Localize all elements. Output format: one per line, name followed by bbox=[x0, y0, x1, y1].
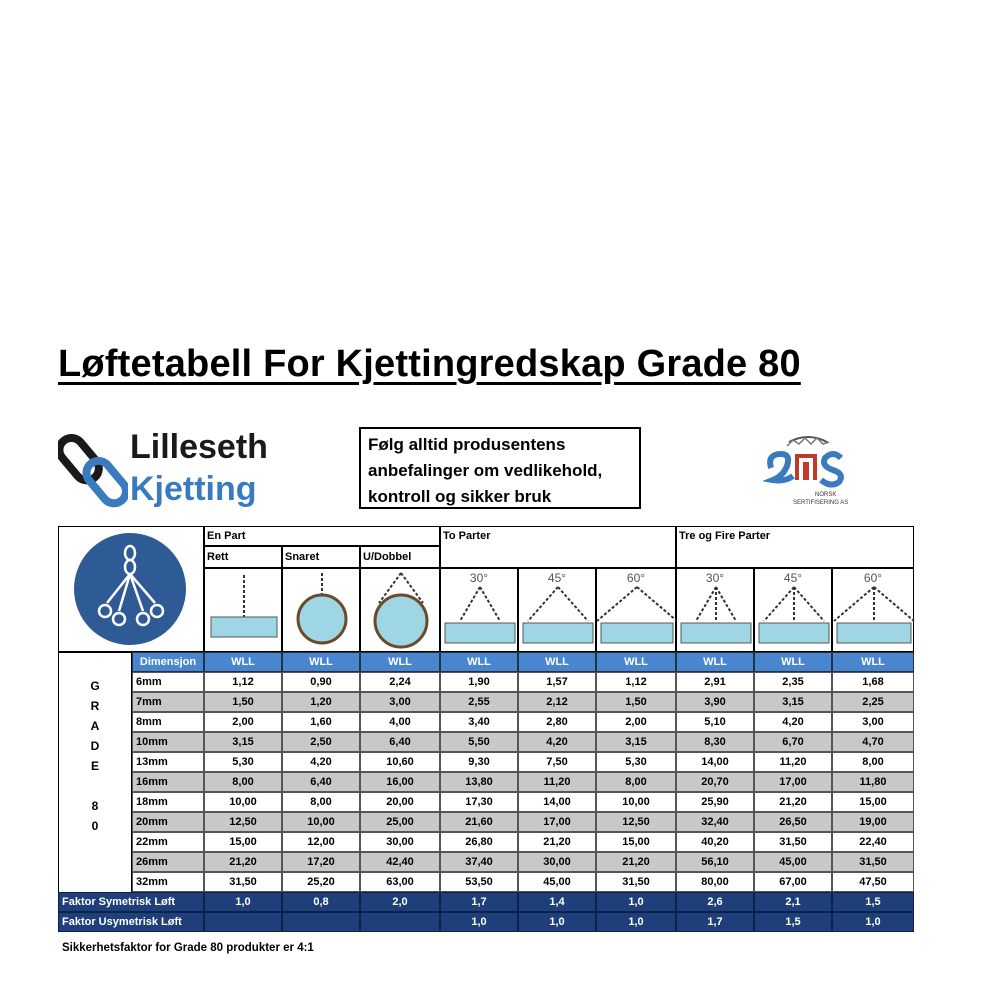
wll-value-cell: 25,20 bbox=[282, 872, 360, 892]
diagram-straight bbox=[204, 568, 282, 652]
diagram-choked bbox=[282, 568, 360, 652]
svg-text:NORSK: NORSK bbox=[815, 492, 837, 498]
wll-value-cell: 19,00 bbox=[832, 812, 914, 832]
wll-value-cell: 9,30 bbox=[440, 752, 518, 772]
footnote: Sikkerhetsfaktor for Grade 80 produkter er 4:1 bbox=[62, 942, 314, 954]
factor-symmetric-value: 2,1 bbox=[754, 892, 832, 912]
dimension-cell: 6mm bbox=[132, 672, 204, 692]
logo-line1: Lilleseth bbox=[130, 428, 268, 466]
wll-value-cell: 2,00 bbox=[204, 712, 282, 732]
wll-value-cell: 2,00 bbox=[596, 712, 676, 732]
wll-value-cell: 21,20 bbox=[518, 832, 596, 852]
wll-value-cell: 4,20 bbox=[518, 732, 596, 752]
wll-value-cell: 17,00 bbox=[518, 812, 596, 832]
factor-asymmetric-value: 1,7 bbox=[676, 912, 754, 932]
grade-letter: E bbox=[90, 759, 99, 773]
subhead-basket: U/Dobbel bbox=[360, 546, 440, 568]
wll-header: WLL bbox=[676, 652, 754, 672]
safety-notice bbox=[359, 427, 641, 509]
angle-diagram-cell bbox=[754, 568, 832, 652]
wll-value-cell: 47,50 bbox=[832, 872, 914, 892]
subhead-choked: Snaret bbox=[282, 546, 360, 568]
wll-value-cell: 17,20 bbox=[282, 852, 360, 872]
logo-line2: Kjetting bbox=[130, 470, 257, 508]
factor-asymmetric-label: Faktor Usymetrisk Løft bbox=[58, 912, 204, 932]
dimension-cell: 26mm bbox=[132, 852, 204, 872]
wll-value-cell: 10,60 bbox=[360, 752, 440, 772]
wll-value-cell: 53,50 bbox=[440, 872, 518, 892]
factor-asymmetric-value: 1,0 bbox=[518, 912, 596, 932]
angle-diagram-cell bbox=[518, 568, 596, 652]
wll-value-cell: 8,00 bbox=[282, 792, 360, 812]
wll-value-cell: 11,20 bbox=[754, 752, 832, 772]
wll-value-cell: 31,50 bbox=[596, 872, 676, 892]
wll-value-cell: 2,55 bbox=[440, 692, 518, 712]
multi-leg-lift-icon bbox=[519, 569, 597, 653]
dimension-cell: 16mm bbox=[132, 772, 204, 792]
wll-value-cell: 15,00 bbox=[204, 832, 282, 852]
grade-letter: D bbox=[90, 739, 100, 753]
wll-header: WLL bbox=[832, 652, 914, 672]
wll-value-cell: 12,00 bbox=[282, 832, 360, 852]
wll-value-cell: 0,90 bbox=[282, 672, 360, 692]
group-one-part: En Part bbox=[204, 526, 440, 546]
wll-value-cell: 8,00 bbox=[204, 772, 282, 792]
wll-value-cell: 6,70 bbox=[754, 732, 832, 752]
choked-lift-icon bbox=[283, 569, 361, 653]
grade-letter: 8 bbox=[91, 799, 99, 813]
wll-value-cell: 45,00 bbox=[754, 852, 832, 872]
notice-line: kontroll og sikker bruk bbox=[368, 487, 552, 506]
wll-value-cell: 3,90 bbox=[676, 692, 754, 712]
wll-value-cell: 31,50 bbox=[754, 832, 832, 852]
wll-header: WLL bbox=[596, 652, 676, 672]
wll-value-cell: 21,20 bbox=[204, 852, 282, 872]
wll-value-cell: 10,00 bbox=[282, 812, 360, 832]
lifting-table bbox=[58, 526, 914, 938]
wll-value-cell: 32,40 bbox=[676, 812, 754, 832]
wll-header: WLL bbox=[754, 652, 832, 672]
dimension-cell: 10mm bbox=[132, 732, 204, 752]
factor-symmetric-value: 1,4 bbox=[518, 892, 596, 912]
notice-line: anbefalinger om vedlikehold, bbox=[368, 461, 603, 480]
wll-value-cell: 26,50 bbox=[754, 812, 832, 832]
wll-value-cell: 37,40 bbox=[440, 852, 518, 872]
diagram-basket bbox=[360, 568, 440, 652]
wll-value-cell: 10,00 bbox=[596, 792, 676, 812]
wll-value-cell: 25,90 bbox=[676, 792, 754, 812]
wll-value-cell: 1,68 bbox=[832, 672, 914, 692]
wll-value-cell: 12,50 bbox=[596, 812, 676, 832]
group-three-four-parts: Tre og Fire Parter bbox=[676, 526, 914, 568]
wll-header: WLL bbox=[282, 652, 360, 672]
wll-value-cell: 13,80 bbox=[440, 772, 518, 792]
angle-label: 30° bbox=[469, 571, 489, 585]
wll-value-cell: 2,12 bbox=[518, 692, 596, 712]
angle-diagram-cell bbox=[832, 568, 914, 652]
wll-value-cell: 5,30 bbox=[596, 752, 676, 772]
wll-value-cell: 30,00 bbox=[360, 832, 440, 852]
dimension-cell: 20mm bbox=[132, 812, 204, 832]
wll-value-cell: 20,70 bbox=[676, 772, 754, 792]
chain-sling-icon bbox=[59, 527, 205, 653]
wll-value-cell: 26,80 bbox=[440, 832, 518, 852]
grade-letter: G bbox=[90, 679, 100, 693]
dimension-cell: 22mm bbox=[132, 832, 204, 852]
factor-asymmetric-value: 1,5 bbox=[754, 912, 832, 932]
wll-value-cell: 7,50 bbox=[518, 752, 596, 772]
wll-value-cell: 14,00 bbox=[676, 752, 754, 772]
wll-value-cell: 2,91 bbox=[676, 672, 754, 692]
wll-value-cell: 2,50 bbox=[282, 732, 360, 752]
dimension-cell: 8mm bbox=[132, 712, 204, 732]
wll-header: WLL bbox=[360, 652, 440, 672]
angle-label: 45° bbox=[547, 571, 567, 585]
factor-symmetric-value: 2,0 bbox=[360, 892, 440, 912]
chain-link-icon bbox=[58, 426, 128, 516]
wll-value-cell: 12,50 bbox=[204, 812, 282, 832]
wll-value-cell: 2,35 bbox=[754, 672, 832, 692]
wll-value-cell: 2,80 bbox=[518, 712, 596, 732]
wll-value-cell: 11,20 bbox=[518, 772, 596, 792]
factor-symmetric-value: 1,5 bbox=[832, 892, 914, 912]
wll-value-cell: 63,00 bbox=[360, 872, 440, 892]
notice-line: Følg alltid produsentens bbox=[368, 435, 566, 454]
wll-value-cell: 17,00 bbox=[754, 772, 832, 792]
wll-value-cell: 1,20 bbox=[282, 692, 360, 712]
angle-diagram-cell bbox=[676, 568, 754, 652]
grade-letter bbox=[58, 776, 132, 796]
wll-value-cell: 8,00 bbox=[832, 752, 914, 772]
lilleseth-logo bbox=[58, 426, 298, 516]
wll-value-cell: 4,70 bbox=[832, 732, 914, 752]
multi-leg-lift-icon bbox=[441, 569, 519, 653]
wll-value-cell: 8,30 bbox=[676, 732, 754, 752]
wll-value-cell: 1,50 bbox=[204, 692, 282, 712]
straight-lift-icon bbox=[205, 569, 283, 653]
dimension-cell: 18mm bbox=[132, 792, 204, 812]
wll-value-cell: 67,00 bbox=[754, 872, 832, 892]
page-title: Løftetabell For Kjettingredskap Grade 80 bbox=[58, 343, 801, 385]
wll-value-cell: 31,50 bbox=[204, 872, 282, 892]
wll-header: WLL bbox=[204, 652, 282, 672]
group-two-parts: To Parter bbox=[440, 526, 676, 568]
multi-leg-lift-icon bbox=[755, 569, 833, 653]
wll-value-cell: 40,20 bbox=[676, 832, 754, 852]
svg-text:SERTIFISERING AS: SERTIFISERING AS bbox=[793, 500, 849, 506]
factor-symmetric-value: 0,8 bbox=[282, 892, 360, 912]
wll-value-cell: 22,40 bbox=[832, 832, 914, 852]
wll-value-cell: 2,25 bbox=[832, 692, 914, 712]
wll-value-cell: 5,50 bbox=[440, 732, 518, 752]
angle-label: 30° bbox=[705, 571, 725, 585]
wll-value-cell: 15,00 bbox=[832, 792, 914, 812]
wll-value-cell: 3,15 bbox=[754, 692, 832, 712]
dimension-cell: 13mm bbox=[132, 752, 204, 772]
wll-value-cell: 20,00 bbox=[360, 792, 440, 812]
factor-symmetric-value: 1,0 bbox=[204, 892, 282, 912]
wll-value-cell: 45,00 bbox=[518, 872, 596, 892]
factor-asymmetric-value: 1,0 bbox=[596, 912, 676, 932]
multi-leg-lift-icon bbox=[677, 569, 755, 653]
wll-value-cell: 11,80 bbox=[832, 772, 914, 792]
wll-value-cell: 3,40 bbox=[440, 712, 518, 732]
dimension-header: Dimensjon bbox=[132, 652, 204, 672]
wll-value-cell: 42,40 bbox=[360, 852, 440, 872]
wll-value-cell: 16,00 bbox=[360, 772, 440, 792]
wll-value-cell: 1,12 bbox=[204, 672, 282, 692]
basket-lift-icon bbox=[361, 569, 441, 653]
wll-value-cell: 1,12 bbox=[596, 672, 676, 692]
angle-diagram-cell bbox=[440, 568, 518, 652]
wll-value-cell: 1,60 bbox=[282, 712, 360, 732]
angle-label: 45° bbox=[783, 571, 803, 585]
wll-value-cell: 2,24 bbox=[360, 672, 440, 692]
wll-value-cell: 8,00 bbox=[596, 772, 676, 792]
wll-value-cell: 56,10 bbox=[676, 852, 754, 872]
wll-header: WLL bbox=[440, 652, 518, 672]
wll-value-cell: 30,00 bbox=[518, 852, 596, 872]
wll-value-cell: 3,00 bbox=[832, 712, 914, 732]
wll-value-cell: 14,00 bbox=[518, 792, 596, 812]
factor-symmetric-value: 1,0 bbox=[596, 892, 676, 912]
dimension-cell: 32mm bbox=[132, 872, 204, 892]
wll-value-cell: 21,20 bbox=[596, 852, 676, 872]
wll-value-cell: 4,00 bbox=[360, 712, 440, 732]
wll-value-cell: 10,00 bbox=[204, 792, 282, 812]
factor-asymmetric-value: 1,0 bbox=[832, 912, 914, 932]
factor-symmetric-value: 1,7 bbox=[440, 892, 518, 912]
wll-value-cell: 1,90 bbox=[440, 672, 518, 692]
wll-value-cell: 3,15 bbox=[204, 732, 282, 752]
grade-letter: 0 bbox=[91, 819, 99, 833]
wll-value-cell: 25,00 bbox=[360, 812, 440, 832]
angle-diagram-cell bbox=[596, 568, 676, 652]
wll-value-cell: 80,00 bbox=[676, 872, 754, 892]
wll-value-cell: 5,10 bbox=[676, 712, 754, 732]
factor-asymmetric-value bbox=[360, 912, 440, 932]
factor-symmetric-value: 2,6 bbox=[676, 892, 754, 912]
wll-value-cell: 31,50 bbox=[832, 852, 914, 872]
wll-value-cell: 3,15 bbox=[596, 732, 676, 752]
factor-asymmetric-value bbox=[282, 912, 360, 932]
wll-value-cell: 6,40 bbox=[282, 772, 360, 792]
dimension-cell: 7mm bbox=[132, 692, 204, 712]
grade-letters bbox=[58, 676, 132, 836]
angle-label: 60° bbox=[863, 571, 883, 585]
wll-value-cell: 1,50 bbox=[596, 692, 676, 712]
grade-letter: R bbox=[90, 699, 100, 713]
wll-value-cell: 15,00 bbox=[596, 832, 676, 852]
wll-value-cell: 6,40 bbox=[360, 732, 440, 752]
multi-leg-lift-icon bbox=[597, 569, 677, 653]
grade-letter: A bbox=[90, 719, 100, 733]
certification-logo-icon bbox=[763, 432, 853, 512]
wll-value-cell: 21,60 bbox=[440, 812, 518, 832]
subhead-straight: Rett bbox=[204, 546, 282, 568]
wll-value-cell: 1,57 bbox=[518, 672, 596, 692]
factor-symmetric-label: Faktor Symetrisk Løft bbox=[58, 892, 204, 912]
wll-value-cell: 3,00 bbox=[360, 692, 440, 712]
multi-leg-lift-icon bbox=[833, 569, 915, 653]
angle-label: 60° bbox=[626, 571, 646, 585]
factor-asymmetric-value: 1,0 bbox=[440, 912, 518, 932]
wll-value-cell: 4,20 bbox=[282, 752, 360, 772]
wll-value-cell: 5,30 bbox=[204, 752, 282, 772]
wll-value-cell: 4,20 bbox=[754, 712, 832, 732]
factor-asymmetric-value bbox=[204, 912, 282, 932]
wll-header: WLL bbox=[518, 652, 596, 672]
wll-value-cell: 17,30 bbox=[440, 792, 518, 812]
wll-value-cell: 21,20 bbox=[754, 792, 832, 812]
sling-icon-cell bbox=[58, 526, 204, 652]
